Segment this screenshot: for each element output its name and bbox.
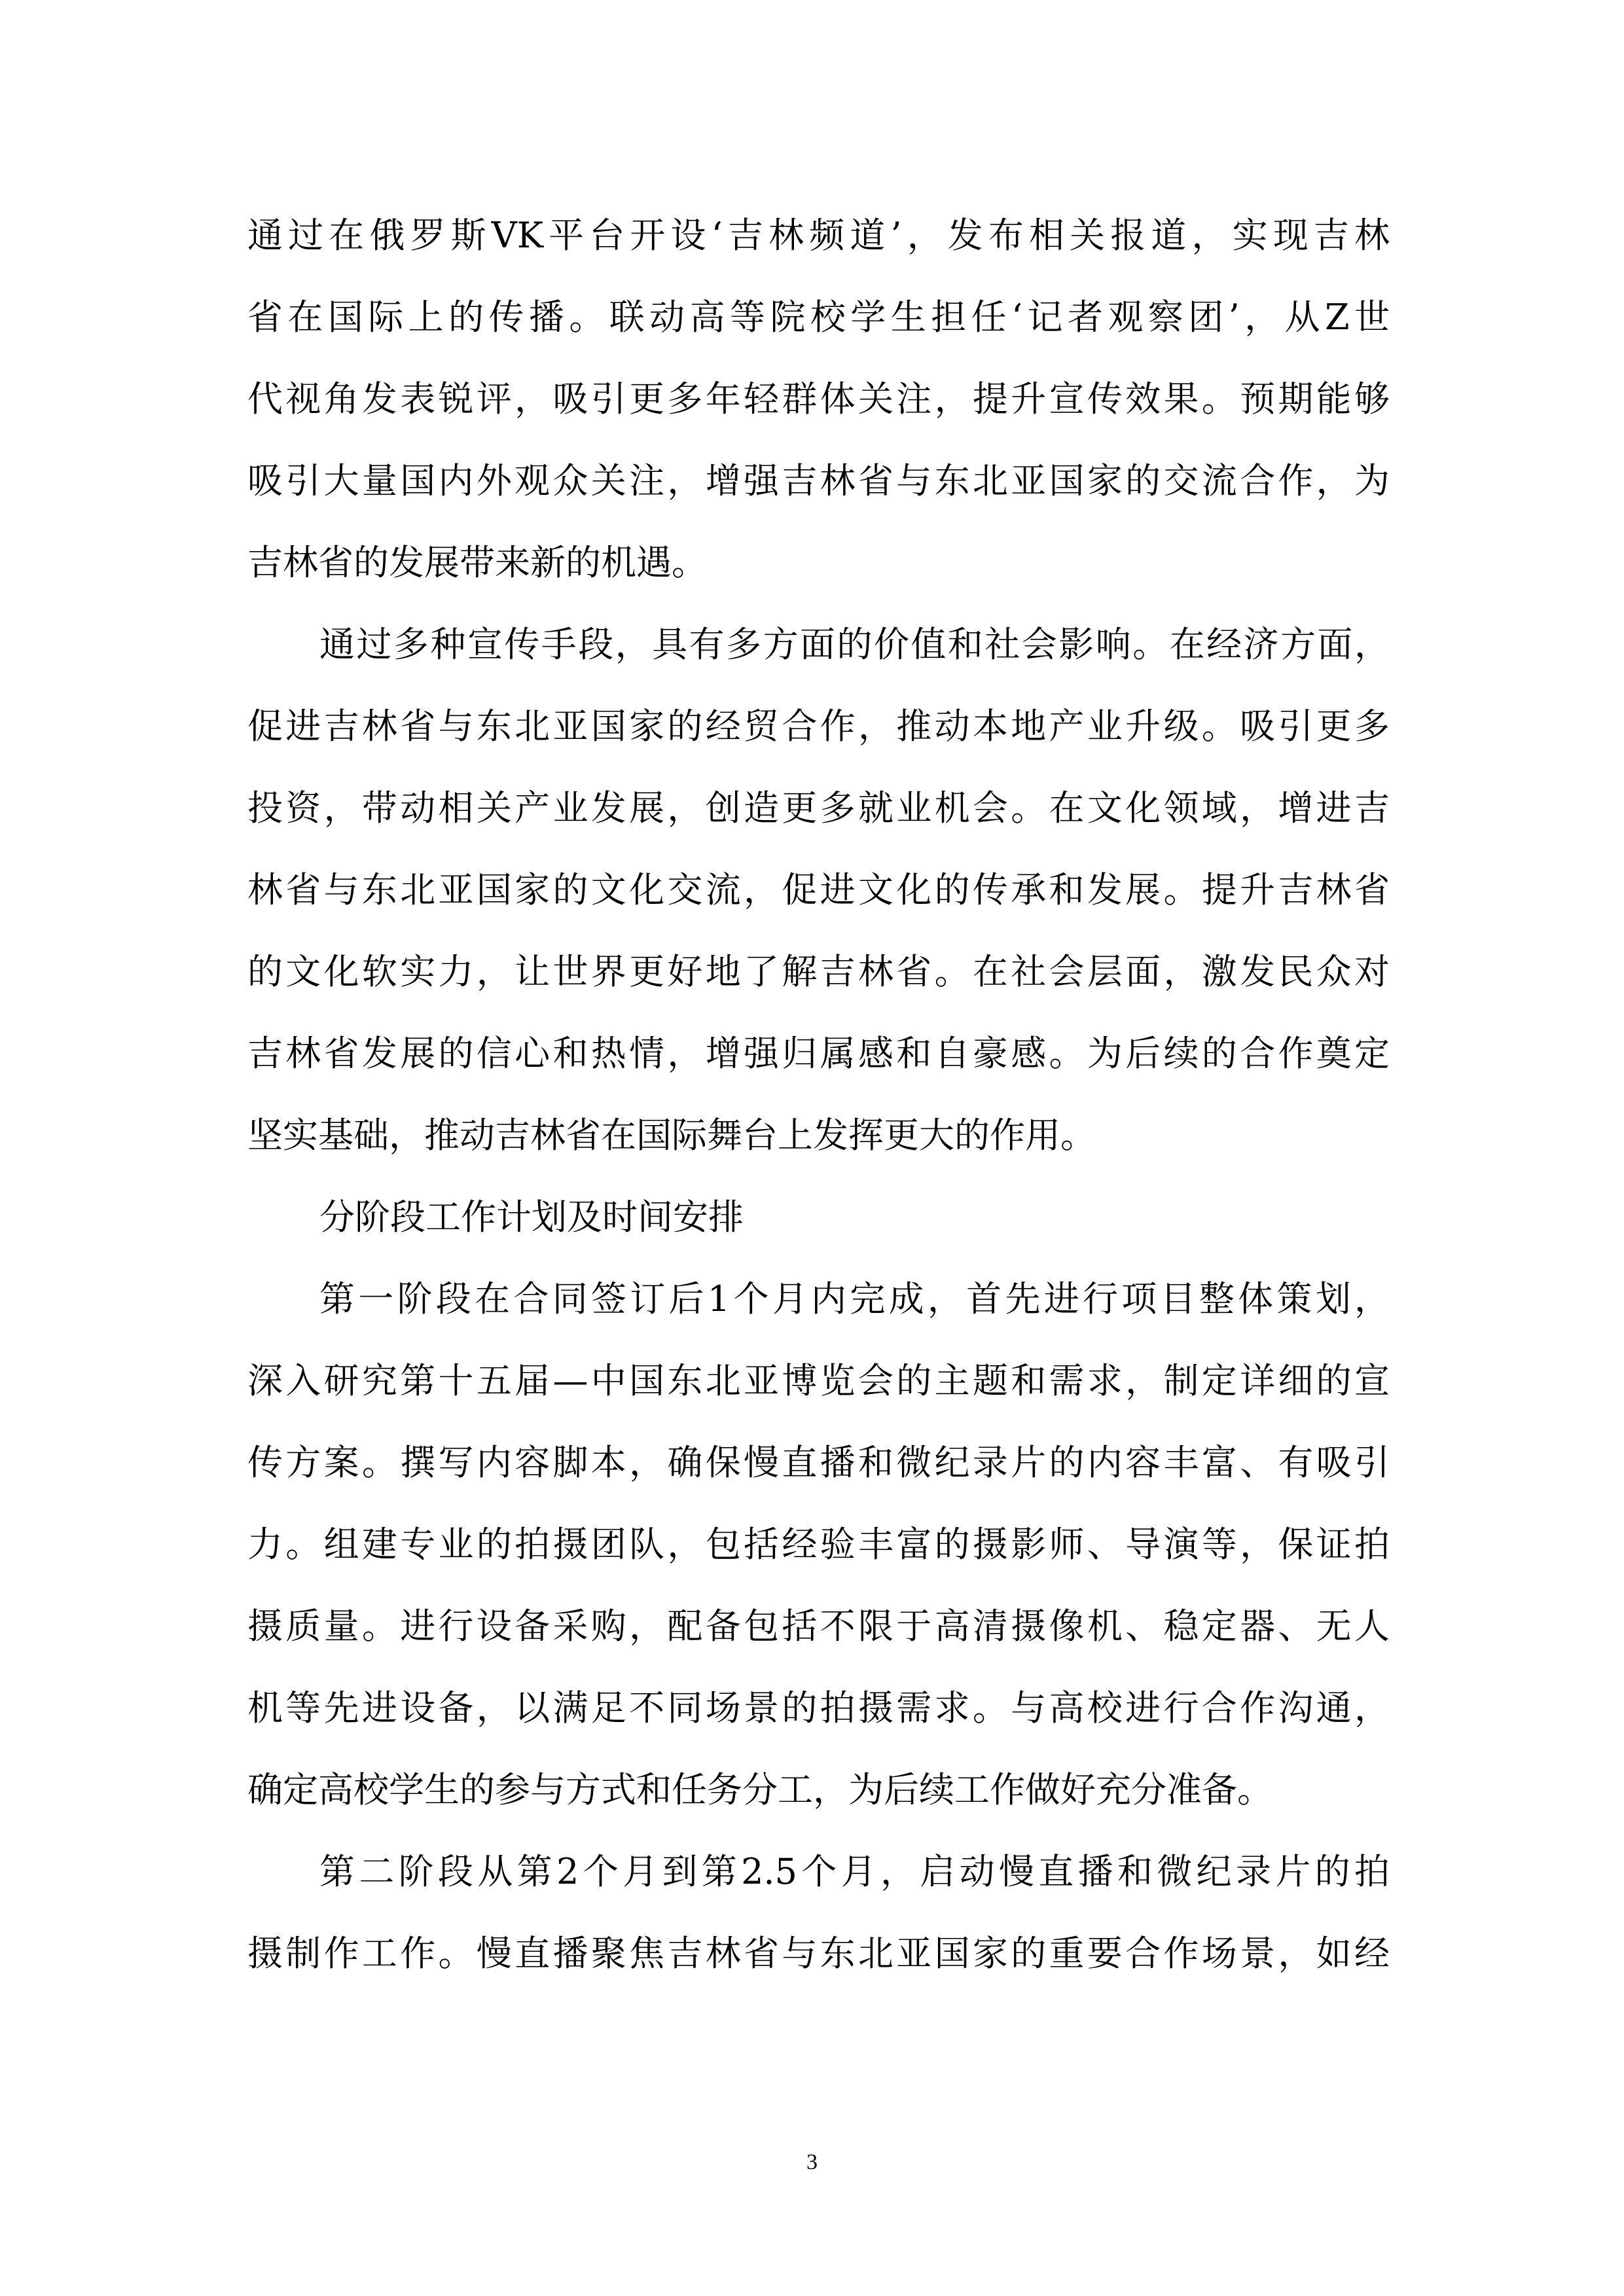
paragraph-line: 机等先进设备，以满足不同场景的拍摄需求。与高校进行合作沟通， [247,1687,1390,1729]
paragraph-line: 促进吉林省与东北亚国家的经贸合作，推动本地产业升级。吸引更多 [247,706,1390,747]
paragraph-line: 摄质量。进行设备采购，配备包括不限于高清摄像机、稳定器、无人 [247,1605,1390,1647]
paragraph-line: 省在国际上的传播。联动高等院校学生担任‘记者观察团’，从Z世 [247,296,1390,338]
paragraph-line: 第一阶段在合同签订后1个月内完成，首先进行项目整体策划， [319,1278,1390,1319]
paragraph-line: 的文化软实力，让世界更好地了解吉林省。在社会层面，激发民众对 [247,951,1390,992]
paragraph-line: 坚实基础，推动吉林省在国际舞台上发挥更大的作用。 [247,1115,1096,1156]
paragraph-line: 通过在俄罗斯VK平台开设‘吉林频道’，发布相关报道，实现吉林 [247,215,1390,256]
paragraph-line: 传方案。撰写内容脚本，确保慢直播和微纪录片的内容丰富、有吸引 [247,1442,1390,1483]
page-number: 3 [806,2150,818,2174]
paragraph-line: 确定高校学生的参与方式和任务分工，为后续工作做好充分准备。 [247,1769,1272,1810]
paragraph-line: 第二阶段从第2个月到第2.5个月，启动慢直播和微纪录片的拍 [319,1851,1390,1892]
paragraph-line: 投资，带动相关产业发展，创造更多就业机会。在文化领域，增进吉 [247,787,1390,829]
paragraph-line: 代视角发表锐评，吸引更多年轻群体关注，提升宣传效果。预期能够 [247,378,1390,420]
paragraph-line: 吉林省的发展带来新的机遇。 [247,542,707,583]
paragraph-line: 林省与东北亚国家的文化交流，促进文化的传承和发展。提升吉林省 [247,869,1390,910]
section-heading: 分阶段工作计划及时间安排 [319,1196,744,1238]
paragraph-line: 吸引大量国内外观众关注，增强吉林省与东北亚国家的交流合作，为 [247,460,1390,501]
paragraph-line: 深入研究第十五届—中国东北亚博览会的主题和需求，制定详细的宣 [247,1360,1390,1401]
paragraph-line: 力。组建专业的拍摄团队，包括经验丰富的摄影师、导演等，保证拍 [247,1524,1390,1565]
paragraph-line: 通过多种宣传手段，具有多方面的价值和社会影响。在经济方面， [319,624,1390,665]
paragraph-line: 摄制作工作。慢直播聚焦吉林省与东北亚国家的重要合作场景，如经 [247,1933,1390,1974]
paragraph-line: 吉林省发展的信心和热情，增强归属感和自豪感。为后续的合作奠定 [247,1033,1390,1074]
